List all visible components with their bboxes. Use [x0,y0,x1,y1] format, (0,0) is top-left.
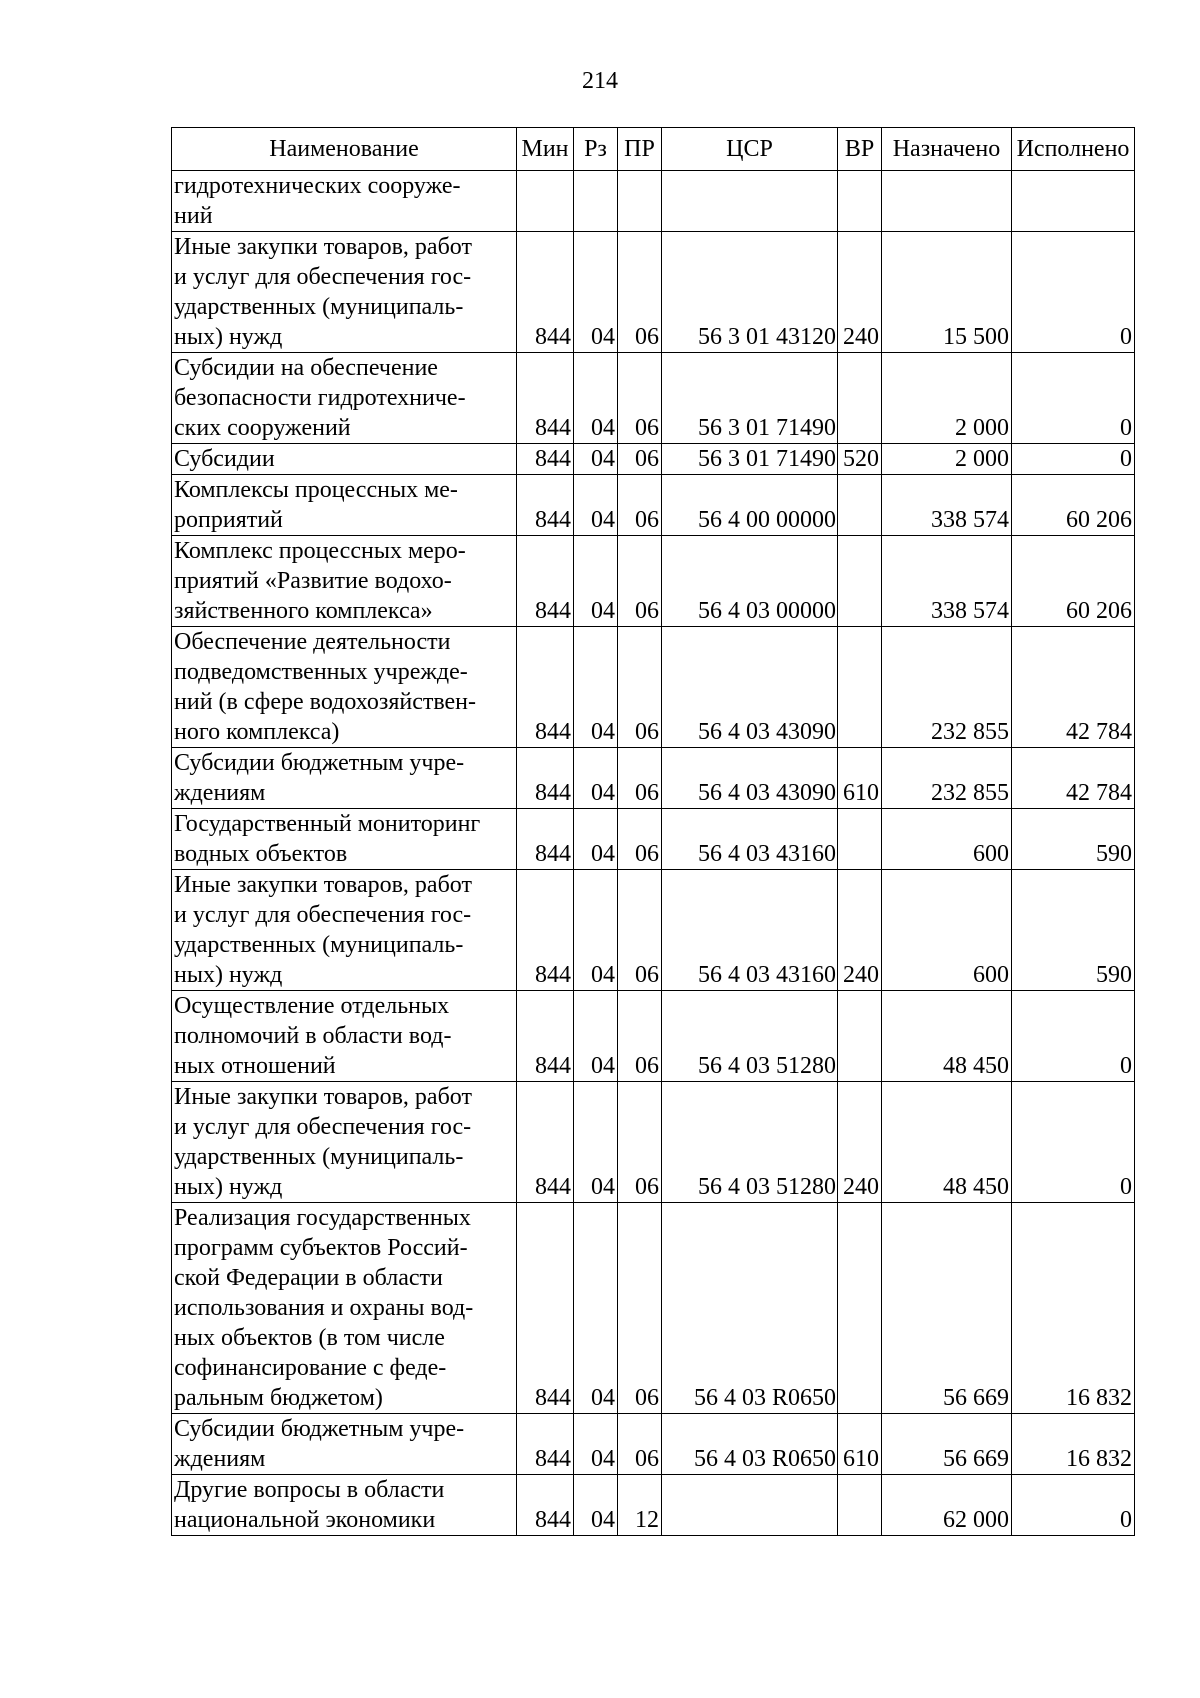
row-assigned: 338 574 [882,475,1012,536]
table-row [172,171,1135,232]
table-row [172,627,1135,748]
row-csr: 56 4 03 R0650 [662,1414,838,1475]
column-header-min: Мин [517,128,574,171]
table-header-row [172,128,1135,171]
row-pr: 06 [618,1414,662,1475]
row-assigned: 2 000 [882,353,1012,444]
row-pr: 06 [618,870,662,991]
row-min: 844 [517,232,574,353]
table-row [172,1414,1135,1475]
row-assigned: 338 574 [882,536,1012,627]
row-min [517,171,574,232]
row-assigned: 15 500 [882,232,1012,353]
row-name: Иные закупки товаров, работ и услуг для обеспечения гос- ударственных (муниципаль- ных) нужд [172,870,517,991]
row-name: Субсидии на обеспечение безопасности гидротехниче- ских сооружений [172,353,517,444]
row-assigned: 600 [882,870,1012,991]
row-csr [662,1475,838,1536]
row-rz: 04 [574,991,618,1082]
row-pr: 06 [618,1203,662,1414]
row-min: 844 [517,809,574,870]
row-executed: 0 [1012,1082,1135,1203]
row-name: Иные закупки товаров, работ и услуг для обеспечения гос- ударственных (муниципаль- ных) нужд [172,1082,517,1203]
row-executed: 60 206 [1012,475,1135,536]
row-assigned: 62 000 [882,1475,1012,1536]
row-pr [618,171,662,232]
row-assigned [882,171,1012,232]
row-rz: 04 [574,627,618,748]
row-min: 844 [517,627,574,748]
row-pr: 06 [618,809,662,870]
row-executed: 590 [1012,870,1135,991]
row-csr: 56 4 03 R0650 [662,1203,838,1414]
row-rz [574,171,618,232]
row-executed: 42 784 [1012,627,1135,748]
row-pr: 12 [618,1475,662,1536]
table-row [172,1475,1135,1536]
row-name: Иные закупки товаров, работ и услуг для обеспечения гос- ударственных (муниципаль- ных) нужд [172,232,517,353]
row-min: 844 [517,475,574,536]
row-rz: 04 [574,536,618,627]
row-vr [838,475,882,536]
row-executed: 0 [1012,353,1135,444]
row-executed: 590 [1012,809,1135,870]
row-assigned: 2 000 [882,444,1012,475]
row-executed: 0 [1012,1475,1135,1536]
row-min: 844 [517,870,574,991]
row-pr: 06 [618,536,662,627]
row-executed: 42 784 [1012,748,1135,809]
row-rz: 04 [574,1414,618,1475]
table-row [172,353,1135,444]
row-vr [838,171,882,232]
row-rz: 04 [574,870,618,991]
row-vr: 610 [838,748,882,809]
row-vr [838,536,882,627]
row-min: 844 [517,1414,574,1475]
row-csr [662,171,838,232]
row-vr [838,991,882,1082]
row-rz: 04 [574,444,618,475]
page-number: 214 [582,68,618,94]
row-name: Субсидии [172,444,517,475]
row-executed: 0 [1012,444,1135,475]
row-vr: 610 [838,1414,882,1475]
row-executed: 16 832 [1012,1414,1135,1475]
row-csr: 56 4 03 43090 [662,748,838,809]
row-executed [1012,171,1135,232]
row-min: 844 [517,991,574,1082]
row-pr: 06 [618,232,662,353]
row-min: 844 [517,1203,574,1414]
row-name: гидротехнических сооруже- ний [172,171,517,232]
row-rz: 04 [574,809,618,870]
table-row [172,536,1135,627]
row-min: 844 [517,748,574,809]
table-row [172,809,1135,870]
row-name: Комплекс процессных меро- приятий «Развитие водохо- зяйственного комплекса» [172,536,517,627]
row-csr: 56 3 01 43120 [662,232,838,353]
row-min: 844 [517,444,574,475]
row-pr: 06 [618,991,662,1082]
column-header-assigned: Назначено [882,128,1012,171]
row-name: Обеспечение деятельности подведомственных учрежде- ний (в сфере водохозяйствен- ного комплекса) [172,627,517,748]
row-csr: 56 3 01 71490 [662,353,838,444]
row-csr: 56 4 03 51280 [662,1082,838,1203]
row-vr [838,1203,882,1414]
row-min: 844 [517,536,574,627]
column-header-csr: ЦСР [662,128,838,171]
row-rz: 04 [574,232,618,353]
row-pr: 06 [618,444,662,475]
row-rz: 04 [574,353,618,444]
row-csr: 56 4 03 00000 [662,536,838,627]
row-csr: 56 4 00 00000 [662,475,838,536]
column-header-pr: ПР [618,128,662,171]
table-row [172,748,1135,809]
table-row [172,444,1135,475]
row-csr: 56 4 03 43090 [662,627,838,748]
row-csr: 56 4 03 43160 [662,809,838,870]
row-vr [838,1475,882,1536]
table-row [172,1203,1135,1414]
table-row [172,1082,1135,1203]
row-assigned: 56 669 [882,1203,1012,1414]
row-min: 844 [517,353,574,444]
row-vr: 240 [838,870,882,991]
row-assigned: 48 450 [882,991,1012,1082]
row-pr: 06 [618,1082,662,1203]
column-header-vr: ВР [838,128,882,171]
row-min: 844 [517,1475,574,1536]
table-row [172,475,1135,536]
row-pr: 06 [618,353,662,444]
row-min: 844 [517,1082,574,1203]
row-assigned: 56 669 [882,1414,1012,1475]
row-vr: 240 [838,1082,882,1203]
row-name: Государственный мониторинг водных объектов [172,809,517,870]
row-vr: 240 [838,232,882,353]
row-vr [838,809,882,870]
row-rz: 04 [574,1475,618,1536]
row-assigned: 600 [882,809,1012,870]
row-name: Осуществление отдельных полномочий в области вод- ных отношений [172,991,517,1082]
row-name: Реализация государственных программ субъектов Россий- ской Федерации в области использования и охраны вод- ных объектов (в том числе софинансирование с феде- ральным бюджетом) [172,1203,517,1414]
row-csr: 56 4 03 51280 [662,991,838,1082]
budget-table [171,127,1135,1536]
row-vr: 520 [838,444,882,475]
row-assigned: 48 450 [882,1082,1012,1203]
row-pr: 06 [618,475,662,536]
table-body [172,171,1135,1536]
column-header-rz: Рз [574,128,618,171]
row-executed: 0 [1012,232,1135,353]
row-rz: 04 [574,1082,618,1203]
row-name: Комплексы процессных ме- роприятий [172,475,517,536]
column-header-executed: Исполнено [1012,128,1135,171]
row-csr: 56 3 01 71490 [662,444,838,475]
row-rz: 04 [574,748,618,809]
row-rz: 04 [574,1203,618,1414]
row-pr: 06 [618,748,662,809]
row-vr [838,353,882,444]
row-executed: 60 206 [1012,536,1135,627]
row-csr: 56 4 03 43160 [662,870,838,991]
table-row [172,991,1135,1082]
row-assigned: 232 855 [882,748,1012,809]
row-rz: 04 [574,475,618,536]
row-executed: 0 [1012,991,1135,1082]
row-vr [838,627,882,748]
table-row [172,870,1135,991]
row-name: Другие вопросы в области национальной экономики [172,1475,517,1536]
row-name: Субсидии бюджетным учре- ждениям [172,1414,517,1475]
row-pr: 06 [618,627,662,748]
table-row [172,232,1135,353]
row-name: Субсидии бюджетным учре- ждениям [172,748,517,809]
column-header-name: Наименование [172,128,517,171]
row-assigned: 232 855 [882,627,1012,748]
row-executed: 16 832 [1012,1203,1135,1414]
